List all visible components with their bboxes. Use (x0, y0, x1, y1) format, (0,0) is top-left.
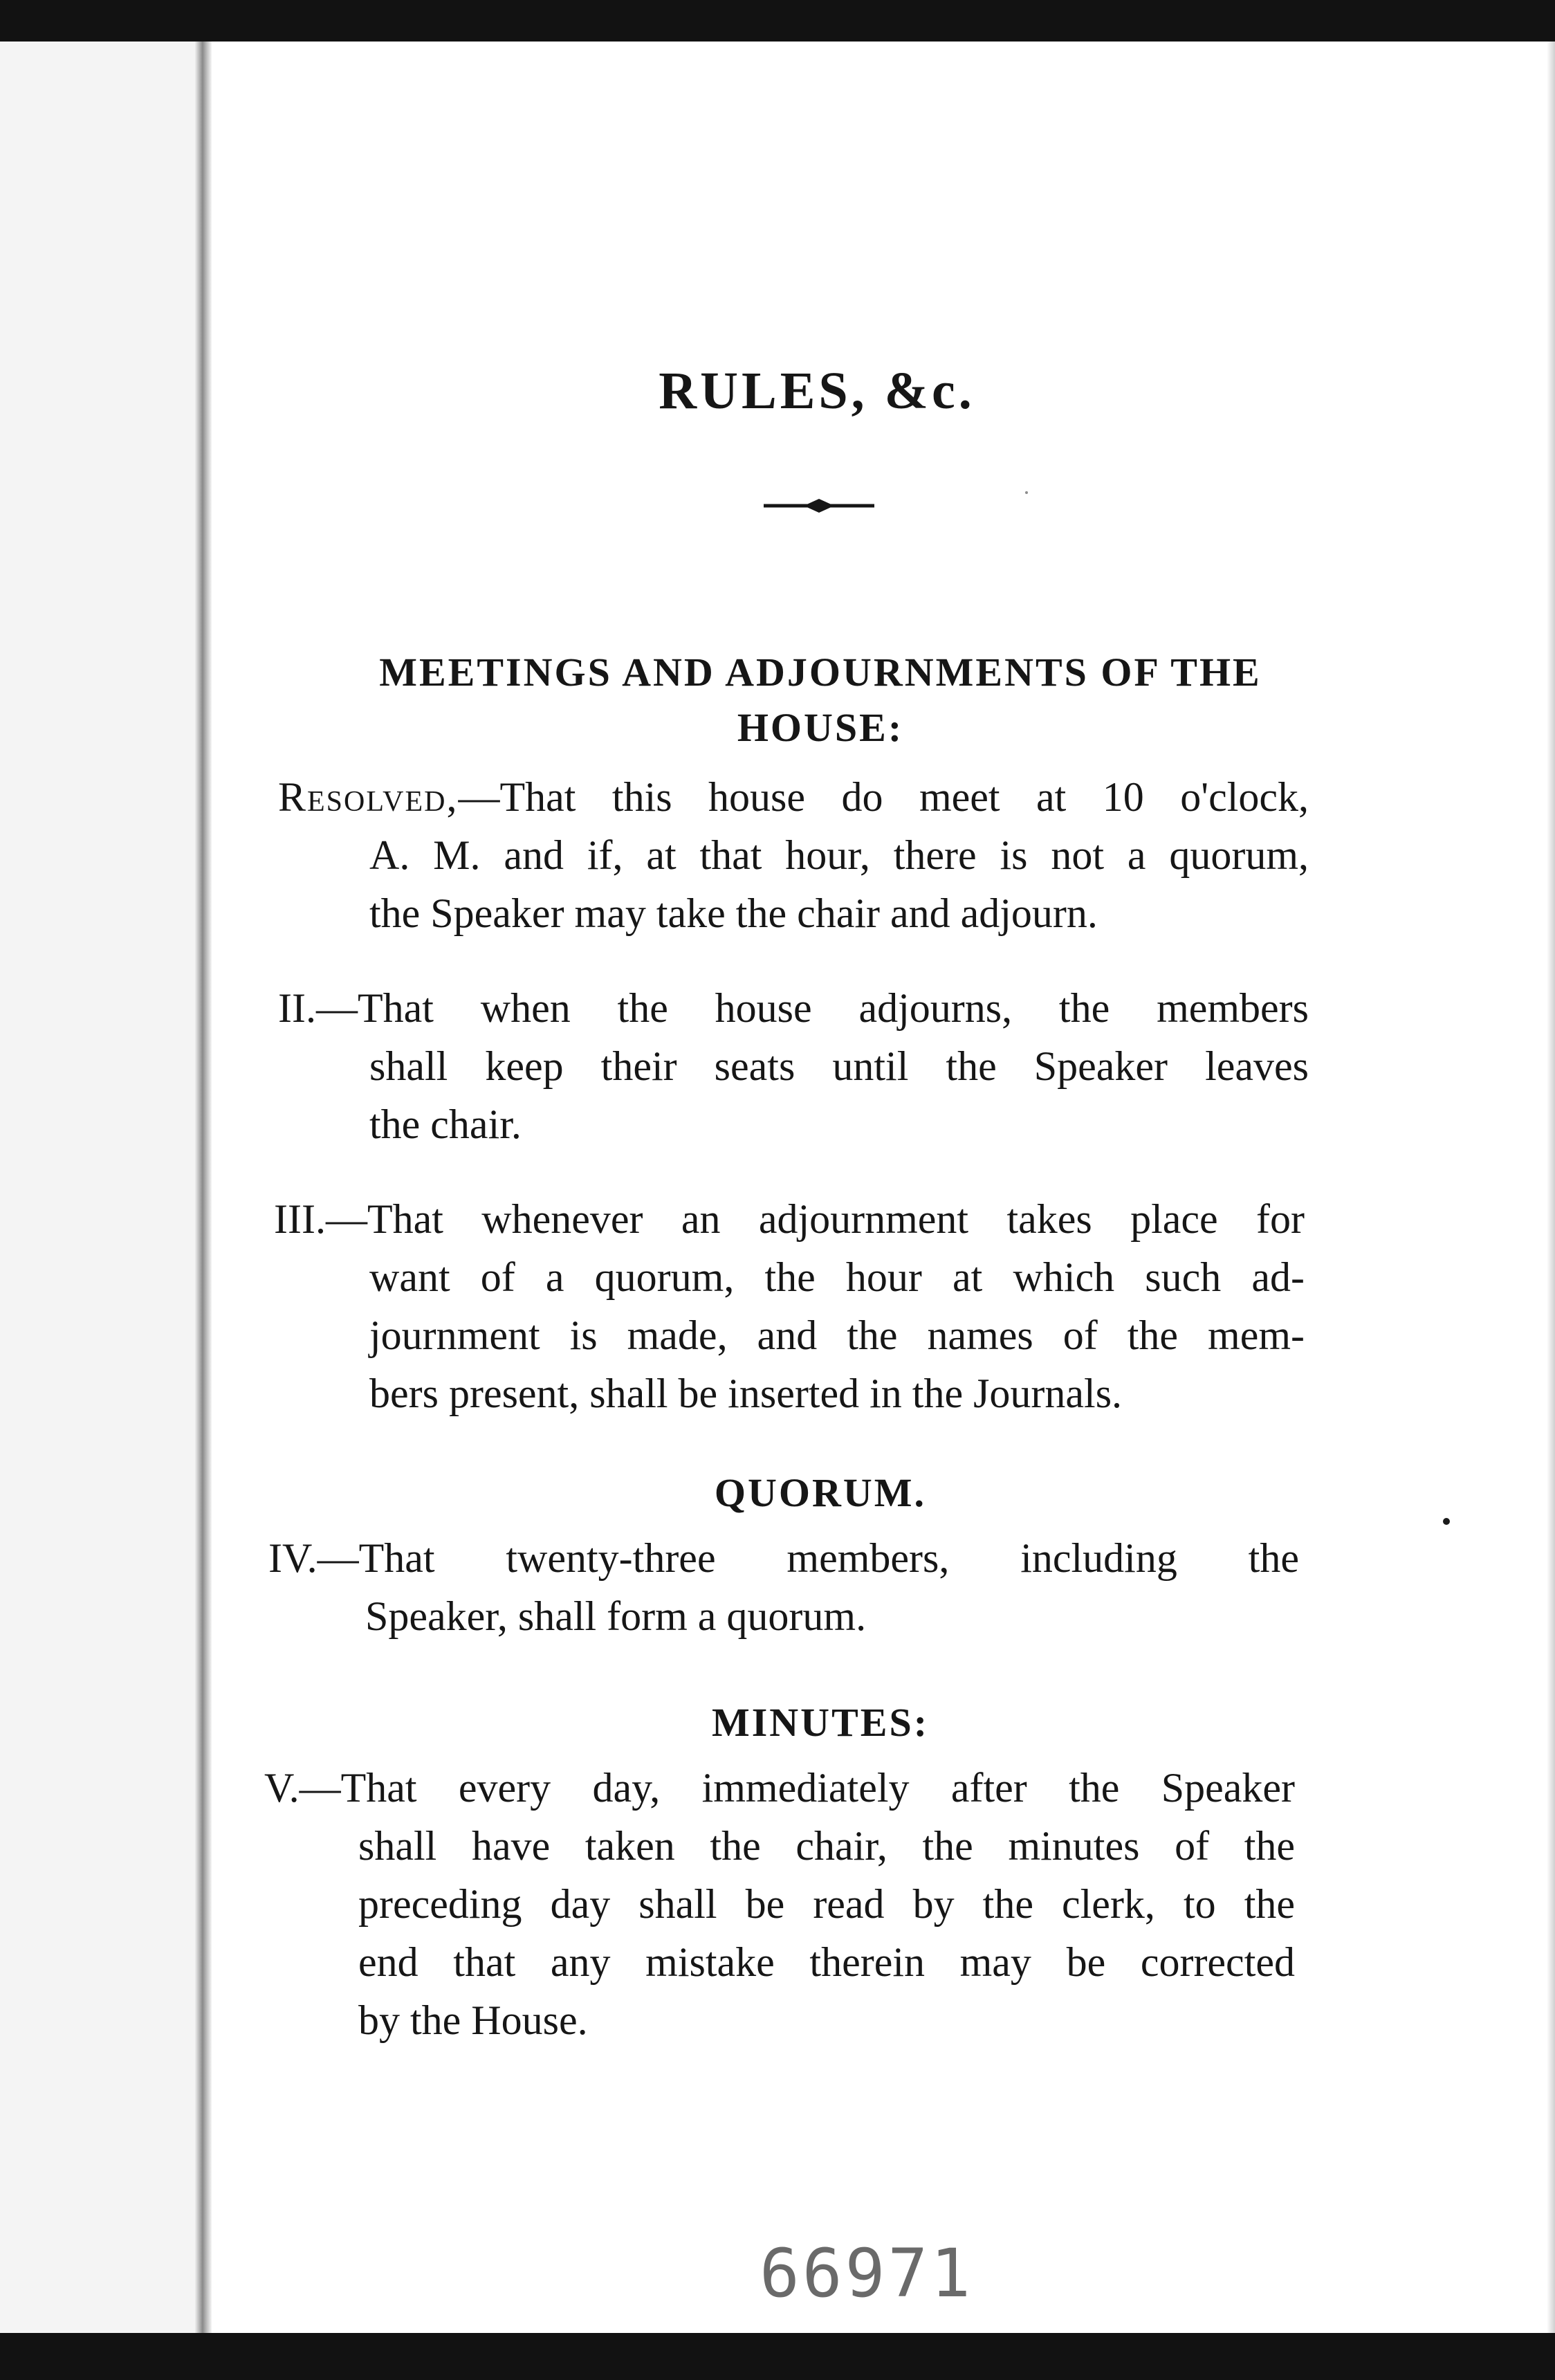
scan-bottom-border (0, 2333, 1555, 2380)
heading-line: MINUTES: (711, 1700, 930, 1745)
heading-line: MEETINGS AND ADJOURNMENTS OF THE (379, 650, 1262, 695)
rule-line: A. M. and if, at that hour, there is not a quorum, (369, 832, 1309, 878)
ink-speck (1025, 491, 1028, 494)
rule-line (278, 768, 1309, 826)
page-right-edge (1547, 42, 1555, 2338)
section-heading-quorum (281, 1465, 1360, 1521)
heading-line: HOUSE: (737, 705, 904, 750)
accession-stamp: 66971 (760, 2235, 973, 2312)
rule-text: —That twenty-three members, including the (317, 1535, 1299, 1581)
section-heading-minutes (281, 1695, 1360, 1750)
rule-iv (268, 1529, 1299, 1645)
rule-line: end that any mistake therein may be corrected (358, 1939, 1295, 1985)
rule-lead: V. (264, 1765, 300, 1811)
heading-line: QUORUM. (714, 1470, 927, 1515)
rule-line: journment is made, and the names of the mem- (369, 1312, 1305, 1358)
rule-resolved (278, 768, 1309, 942)
rule-text: —That this house do meet at 10 o'clock, (458, 774, 1309, 820)
rule-text: —That whenever an adjournment takes place for (325, 1196, 1305, 1242)
rule-line (264, 1759, 1295, 1817)
page-title: RULES, &c. (659, 362, 975, 420)
facing-page-strip (0, 42, 213, 2338)
ornament-rule (764, 497, 874, 515)
rule-lead: Resolved, (278, 774, 459, 820)
rule-line: bers present, shall be inserted in the Journals. (369, 1371, 1123, 1416)
rule-line: preceding day shall be read by the clerk, to the (358, 1881, 1295, 1927)
rule-line: shall keep their seats until the Speaker leaves (369, 1043, 1309, 1089)
ink-speck (1443, 1518, 1450, 1525)
rule-line: the Speaker may take the chair and adjourn. (369, 890, 1098, 936)
rule-v (264, 1759, 1295, 2049)
rule-line: by the House. (358, 1997, 588, 2043)
rule-line: want of a quorum, the hour at which such ad- (369, 1254, 1305, 1300)
rule-line (278, 979, 1309, 1037)
rule-ii (278, 979, 1309, 1153)
rule-line: the chair. (369, 1101, 522, 1147)
rule-text: —That when the house adjourns, the members (315, 985, 1309, 1031)
rule-line: shall have taken the chair, the minutes of the (358, 1823, 1295, 1869)
rule-lead: IV. (268, 1535, 318, 1581)
rule-lead: II. (278, 985, 316, 1031)
document-page (212, 42, 1547, 2337)
rule-iii (274, 1190, 1305, 1422)
rule-line (274, 1190, 1305, 1248)
section-heading-meetings (281, 645, 1360, 756)
rule-text: —That every day, immediately after the Speaker (299, 1765, 1295, 1811)
rule-line (268, 1529, 1299, 1587)
book-gutter (195, 42, 212, 2338)
rule-lead: III. (274, 1196, 326, 1242)
rule-line: Speaker, shall form a quorum. (365, 1593, 867, 1639)
